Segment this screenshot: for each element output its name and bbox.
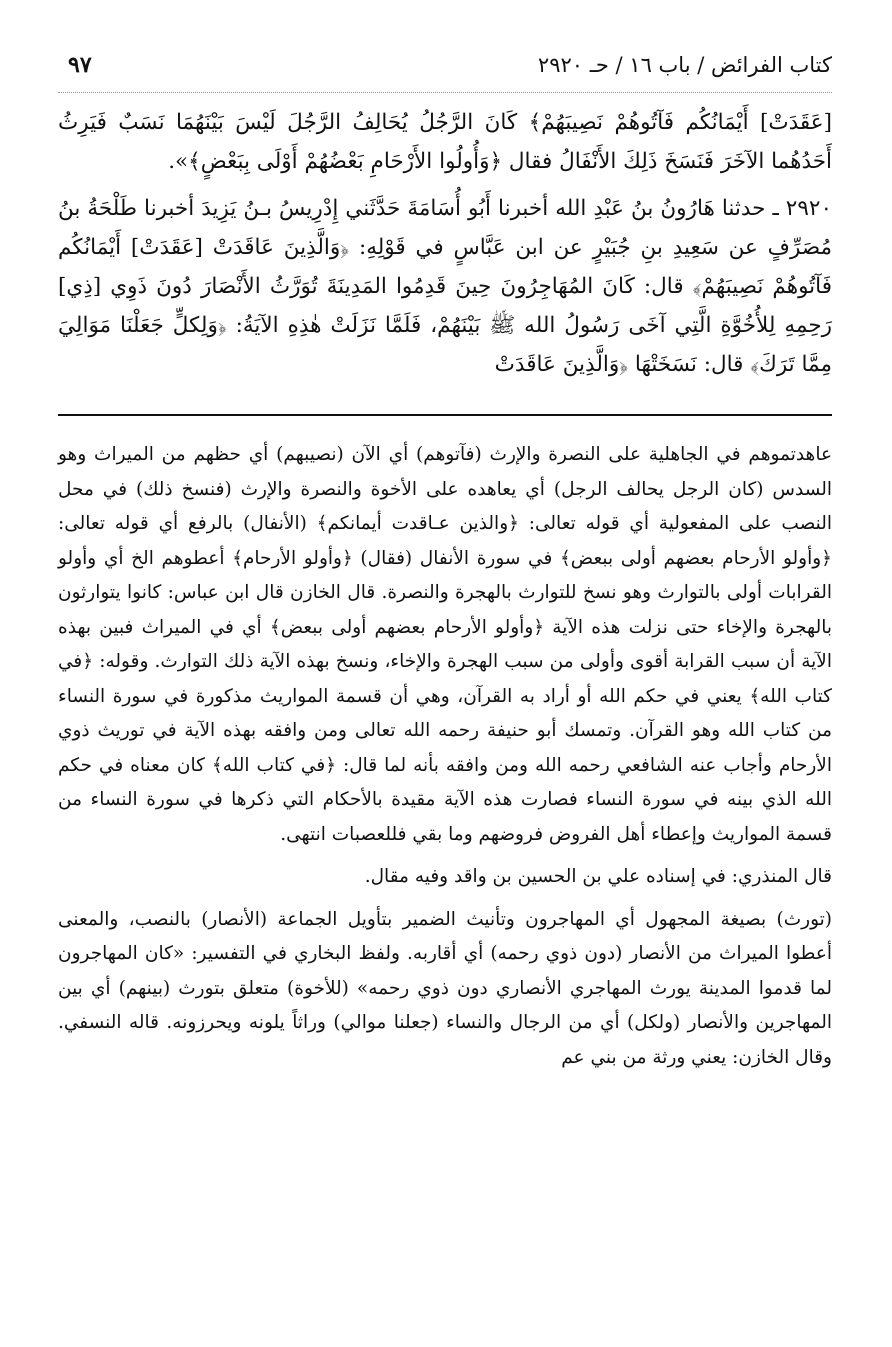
running-title: كتاب الفرائض / باب ١٦ / حـ ٢٩٢٠ [537, 53, 832, 77]
main-paragraph-1: [عَقَدَتْ] أَيْمَانُكُم فَآتُوهُمْ نَصِيبَهُمْ﴾ كَانَ الرَّجُلُ يُحَالِفُ الرَّجُلَ لَيْسَ بَيْنَهُمَا نَسَبٌ فَيَرِثُ أَحَدُهُما الآخَرَ فَنَسَخَ ذَلِكَ الأَنْفَالُ فقال ﴿وَأُولُوا الأَرْحَامِ بَعْضُهُمْ أَوْلَى بِبَعْضٍ﴾». [58, 110, 832, 174]
commentary-text [58, 438, 832, 1075]
hadith-2920: ٢٩٢٠ ـ حدثنا هَارُونُ بنُ عَبْدِ الله أخبرنا أَبُو أُسَامَةَ حَدَّثَني إِدْرِيسُ بـنُ يَزِيدَ أخبرنا طَلْحَةُ بنُ مُصَرِّفٍ عن سَعِيدِ بنِ جُبَيْرٍ عن ابن عَبَّاسٍ في قَوْلِهِ: ﴿وَالَّذِينَ عَاقَدَتْ [عَقَدَتْ] أَيْمَانُكُم فَآتُوهُمْ نَصِيبَهُمْ﴾ قال: كَانَ المُهَاجِرُونَ حِينَ قَدِمُوا المَدِينَةَ تُوَرَّثُ الأَنْصَارَ دُونَ ذَوِي [ذِي] رَحِمِهِ لِلأُخُوَّةِ الَّتِي آخَى رَسُولُ الله ﷺ بَيْنَهُمْ، فَلَمَّا نَزَلَتْ هٰذِهِ الآيَةُ: ﴿وَلِكلٍّ جَعَلْنَا مَوَالِيَ مِمَّا تَرَكَ﴾ قال: نَسَخَتْهَا ﴿وَالَّذِينَ عَاقَدَتْ [58, 196, 832, 377]
main-text [58, 103, 832, 384]
commentary-paragraph-1: عاهدتموهم في الجاهلية على النصرة والإرث (فآتوهم) أي الآن (نصيبهم) أي حظهم من الميراث وهو السدس (كان الرجل يحالف الرجل) أي يعاهده على الأخوة والنصرة والإرث (فنسخ ذلك) في محل النصب على المفعولية أي قوله تعالى: ﴿والذين عـاقدت أيمانكم﴾ (الأنفال) بالرفع أي قوله تعالى: ﴿وأولو الأرحام بعضهم أولى ببعض﴾ في سورة الأنفال (فقال) ﴿وأولو الأرحام﴾ أعطوهم الخ أي وأولو القرابات أولى بالتوارث وهو نسخ للتوارث بالهجرة والنصرة. قال الخازن قال ابن عباس: كانوا يتوارثون بالهجرة والإخاء حتى نزلت هذه الآية ﴿وأولو الأرحام بعضهم أولى ببعض﴾ أي في الميراث فبين بهذه الآية أن سبب القرابة أقوى وأولى من سبب الهجرة والإخاء، ونسخ بهذه الآية ذلك التوارث. وقوله: ﴿في كتاب الله﴾ يعني في حكم الله أو أراد به القرآن، وهي أن قسمة المواريث مذكورة في سورة النساء من كتاب الله وهو القرآن. وتمسك أبو حنيفة رحمه الله تعالى ومن وافقه بهذه الآية في توريث ذوي الأرحام وأجاب عنه الشافعي رحمه الله ومن وافقه بأنه لما قال: ﴿في كتاب الله﴾ كان معناه في حكم الله الذي بينه في سورة النساء فصارت هذه الآية مقيدة بالأحكام التي ذكرها في سورة النساء من قسمة المواريث وإعطاء أهل الفروض فروضهم وما بقي فللعصبات انتهى. [58, 444, 832, 845]
page-number: ٩٧ [68, 52, 92, 78]
page-header [58, 52, 832, 93]
separator-rule [58, 414, 832, 416]
commentary-paragraph-2: قال المنذري: في إسناده علي بن الحسين بن واقد وفيه مقال. [364, 866, 832, 887]
commentary-paragraph-3: (تورث) بصيغة المجهول أي المهاجرون وتأنيث الضمير بتأويل الجماعة (الأنصار) بالنصب، والمعنى أعطوا الميراث من الأنصار (دون ذوي رحمه) أي أقاربه. ولفظ البخاري في التفسير: «كان المهاجرون لما قدموا المدينة يورث المهاجري الأنصاري دون ذوي رحمه» (للأخوة) متعلق بتورث (بينهم) أي بين المهاجرين والأنصار (ولكل) أي من الرجال والنساء (جعلنا موالي) وراثاً يلونه ويحرزونه. قاله النسفي. وقال الخازن: يعني ورثة من بني عم [58, 908, 832, 1068]
